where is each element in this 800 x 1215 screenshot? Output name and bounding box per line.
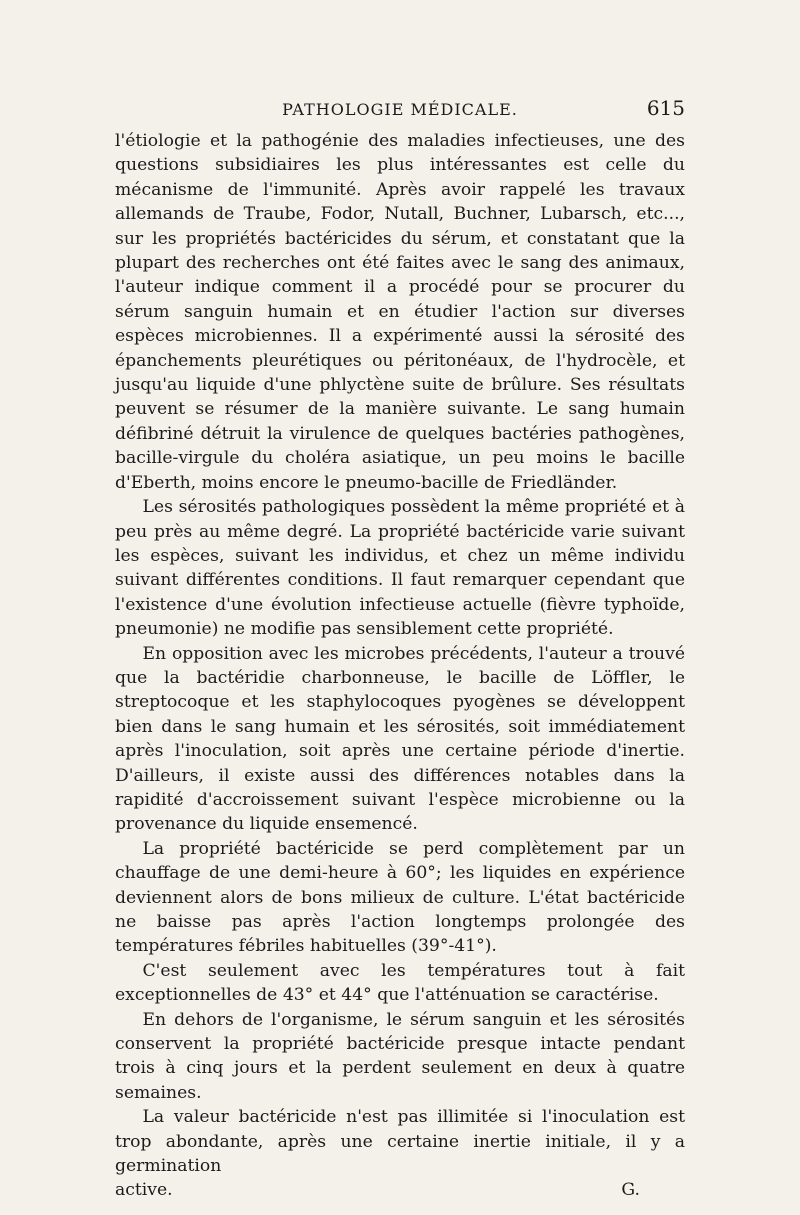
closing-line [115,1178,685,1202]
body-text [115,129,685,1203]
running-head [115,96,685,124]
page-number: 615 [646,96,685,120]
final-word: active. [115,1180,173,1201]
paragraph-chauffage: La propriété bactéricide se perd complètement par un chauffage de une demi-heure à 60°; les liquides en expérience deviennent alors de bons milieux de culture. L'état bactéricide ne baisse pas après l'action longtemps prolongée des températures fébriles habituelles (39°-41°). [115,838,685,957]
paragraph-etiologie: l'étiologie et la pathogénie des maladies infectieuses, une des questions subsidiaires les plus intéressantes est celle du mécanisme de l'immunité. Après avoir rappelé les travaux allemands de Traube, Fodor, Nutall, Buchner, Lubarsch, etc..., sur les propriétés bactéricides du sérum, et constatant que la plupart des recherches ont été faites avec le sang des animaux, l'auteur indique comment il a procédé pour se procurer du sérum sanguin humain et en étudier l'action sur diverses espèces microbiennes. Il a expérimenté aussi la sérosité des épanchements pleurétiques ou péritonéaux, de l'hydrocèle, et jusqu'au liquide d'une phlyctène suite de brûlure. Ses résultats peuvent se résumer de la manière suivante. Le sang humain défibriné détruit la virulence de quelques bactéries pathogènes, bacille-virgule du choléra asiatique, un peu moins le bacille d'Eberth, moins encore le pneumo-bacille de Friedländer. [115,131,685,493]
paragraph-opposition: En opposition avec les microbes précédents, l'auteur a trouvé que la bactéridie charbonneuse, le bacille de Löffler, le streptocoque et les staphylocoques pyogènes se développent bien dans le sang humain et les sérosités, soit immédiatement après l'inoculation, soit après une certaine période d'inertie. D'ailleurs, il existe aussi des différences notables dans la rapidité d'accroissement suivant l'espèce microbienne ou la provenance du liquide ensemencé. [115,643,685,835]
paragraph-temperatures: C'est seulement avec les températures tout à fait exceptionnelles de 43° et 44° que l'atténuation se caractérise. [115,960,685,1006]
paragraph-serosites: Les sérosités pathologiques possèdent la même propriété et à peu près au même degré. La propriété bactéricide varie suivant les espèces, suivant les individus, et chez un même individu suivant différentes conditions. Il faut remarquer cependant que l'existence d'une évolution infectieuse actuelle (fièvre typhoïde, pneumonie) ne modifie pas sensiblement cette propriété. [115,497,685,640]
paragraph-valeur: La valeur bactéricide n'est pas illimitée si l'inoculation est trop abondante, après une certaine inertie initiale, il y a germination [115,1107,685,1177]
author-signature: G. [621,1180,640,1201]
running-title: PATHOLOGIE MÉDICALE. [282,100,518,119]
paragraph-conservation: En dehors de l'organisme, le sérum sanguin et les sérosités conservent la propriété bactéricide presque intacte pendant trois à cinq jours et la perdent seulement en deux à quatre semaines. [115,1009,685,1103]
